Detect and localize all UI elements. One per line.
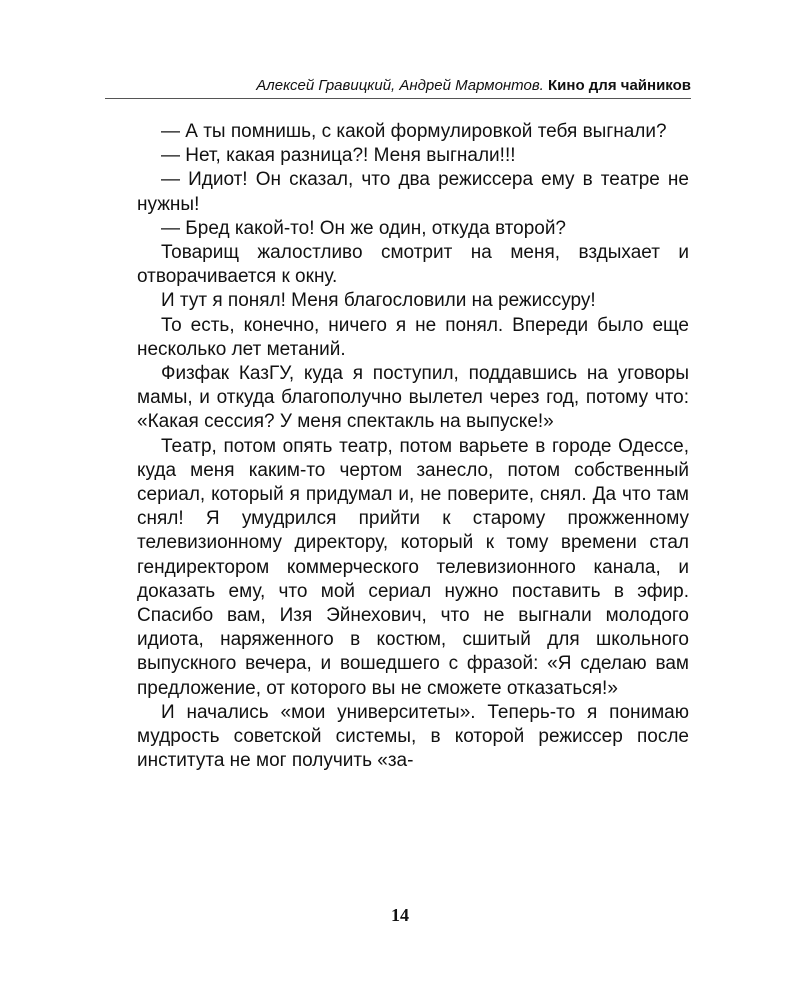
paragraph: То есть, конечно, ничего я не понял. Впереди было еще несколько лет метаний.: [137, 314, 689, 360]
paragraph: Товарищ жалостливо смотрит на меня, вздыхает и отворачивается к окну.: [137, 242, 689, 288]
body-text: [137, 120, 689, 773]
paragraph: И начались «мои университеты». Теперь-то я понимаю мудрость советской системы, в которой режиссер после института не мог получить «за-: [137, 701, 689, 772]
page-number: 14: [391, 905, 409, 925]
paragraph: — Идиот! Он сказал, что два режиссера ему в театре не нужны!: [137, 169, 689, 215]
paragraph: Физфак КазГУ, куда я поступил, поддавшись на уговоры мамы, и откуда благополучно вылетел через год, потому что: «Какая сессия? У меня спектакль на выпуске!»: [137, 363, 689, 433]
header-authors: Алексей Гравицкий, Андрей Мармонтов.: [256, 77, 544, 94]
paragraph: И тут я понял! Меня благословили на режиссуру!: [161, 290, 596, 312]
running-header: [105, 76, 691, 99]
header-book-title: Кино для чайников: [548, 77, 691, 94]
paragraph: — А ты помнишь, с какой формулировкой тебя выгнали?: [161, 121, 667, 142]
paragraph: — Нет, какая разница?! Меня выгнали!!!: [161, 145, 516, 167]
paragraph: Театр, потом опять театр, потом варьете в городе Одессе, куда меня каким-то чертом занесло, потом собственный сериал, который я придумал и, не поверите, снял. Да что там снял! Я умудрился прийти к старому прожженному телевизионному директору, который к тому времени стал гендиректором коммерческого телевизионного канала, и доказать ему, что мой сериал нужно поставить в эфир. Спасибо вам, Изя Эйнехович, что не выгнали молодого идиота, наряженного в костюм, сшитый для школьного выпускного вечера, и вошедшего с фразой: «Я сделаю вам предложение, от которого вы не сможете отказаться!»: [137, 435, 689, 699]
paragraph: — Бред какой-то! Он же один, откуда второй?: [161, 217, 567, 239]
